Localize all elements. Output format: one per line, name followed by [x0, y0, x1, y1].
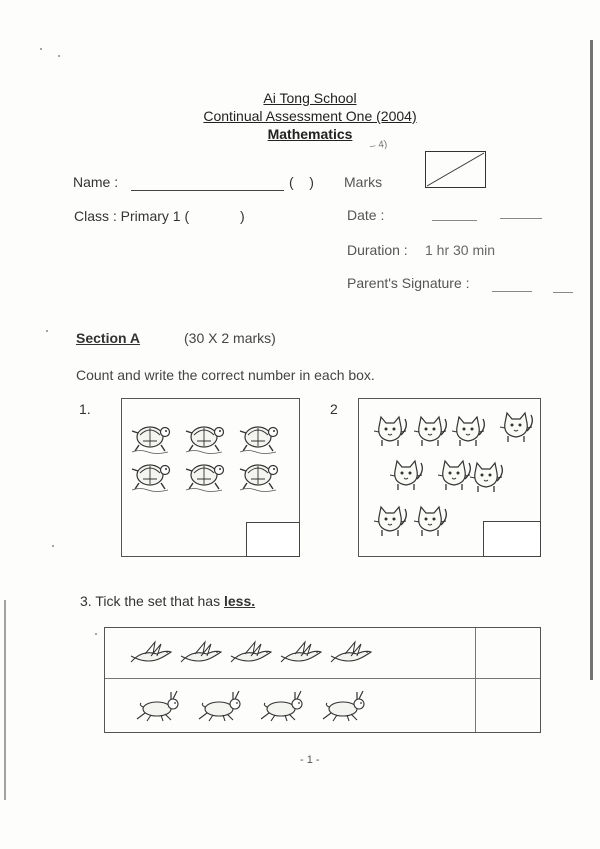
bird-set — [105, 628, 473, 678]
question-3-prompt: Tick the set that has — [95, 593, 221, 609]
parent-signature-field[interactable] — [492, 291, 532, 292]
rabbit-icon — [261, 691, 302, 721]
question-2-answer-box[interactable] — [483, 521, 541, 557]
parent-signature-field-extra[interactable] — [553, 292, 573, 293]
scan-speck — [46, 330, 48, 332]
date-field-day[interactable] — [432, 220, 477, 221]
register-number-field[interactable]: ( ) — [289, 174, 314, 190]
bird-icon — [181, 642, 221, 662]
school-name: Ai Tong School — [263, 90, 357, 106]
scan-speck — [52, 545, 54, 547]
cat-icon — [390, 461, 422, 490]
page-number: - 1 - — [300, 754, 320, 766]
question-1-picture-box — [121, 398, 300, 557]
rabbit-icon — [199, 691, 240, 721]
name-label: Name : — [73, 174, 119, 190]
class-label: Class : Primary 1 ( — [74, 208, 190, 224]
turtle-icon — [132, 427, 170, 454]
tick-box-birds[interactable] — [476, 628, 540, 677]
question-1-answer-box[interactable] — [246, 522, 300, 557]
cat-icon — [452, 417, 484, 446]
class-close-paren: ) — [240, 208, 245, 224]
bird-icon — [281, 642, 321, 662]
marks-label: Marks — [344, 174, 383, 190]
date-label: Date : — [347, 207, 385, 223]
cat-icon — [414, 417, 446, 446]
scan-speck — [95, 633, 97, 635]
handwritten-note: – 4) — [369, 138, 388, 153]
scan-speck — [58, 55, 60, 57]
question-3-emphasis: less. — [223, 593, 256, 609]
name-field[interactable] — [131, 190, 284, 191]
scan-edge-left — [4, 600, 6, 800]
question-3-number: 3. — [80, 593, 92, 609]
tick-box-rabbits[interactable] — [476, 679, 540, 732]
cat-icon — [374, 507, 406, 536]
bird-icon — [231, 642, 271, 662]
cat-icon — [374, 417, 406, 446]
rabbit-set — [105, 679, 473, 733]
duration-label: Duration : — [347, 242, 408, 258]
section-instruction: Count and write the correct number in each box. — [76, 367, 375, 383]
turtle-icon — [186, 465, 224, 492]
turtle-icon — [240, 465, 278, 492]
question-2-number: 2 — [330, 401, 338, 417]
question-1-number: 1. — [79, 401, 91, 417]
cat-icon — [470, 463, 502, 492]
turtle-icon — [132, 465, 170, 492]
section-title: Section A — [76, 330, 141, 346]
bird-icon — [131, 642, 171, 662]
cat-icon — [438, 461, 470, 490]
subject-title: Mathematics — [267, 126, 353, 142]
section-marks: (30 X 2 marks) — [184, 330, 276, 346]
turtle-icon — [186, 427, 224, 454]
rabbit-icon — [323, 691, 364, 721]
question-2-picture-box — [358, 398, 541, 557]
bird-icon — [331, 642, 371, 662]
question-3-table — [104, 627, 541, 733]
parent-signature-label: Parent's Signature : — [347, 275, 470, 291]
assessment-title: Continual Assessment One (2004) — [203, 108, 417, 124]
marks-box — [425, 151, 486, 188]
duration-value: 1 hr 30 min — [425, 242, 496, 258]
rabbit-icon — [137, 691, 178, 721]
scan-edge-right — [590, 40, 593, 680]
question-3-text — [80, 593, 255, 609]
date-field-month[interactable] — [500, 218, 542, 219]
cat-icon — [414, 507, 446, 536]
cat-icon — [500, 413, 532, 442]
scan-speck — [40, 48, 42, 50]
turtle-icon — [240, 427, 278, 454]
